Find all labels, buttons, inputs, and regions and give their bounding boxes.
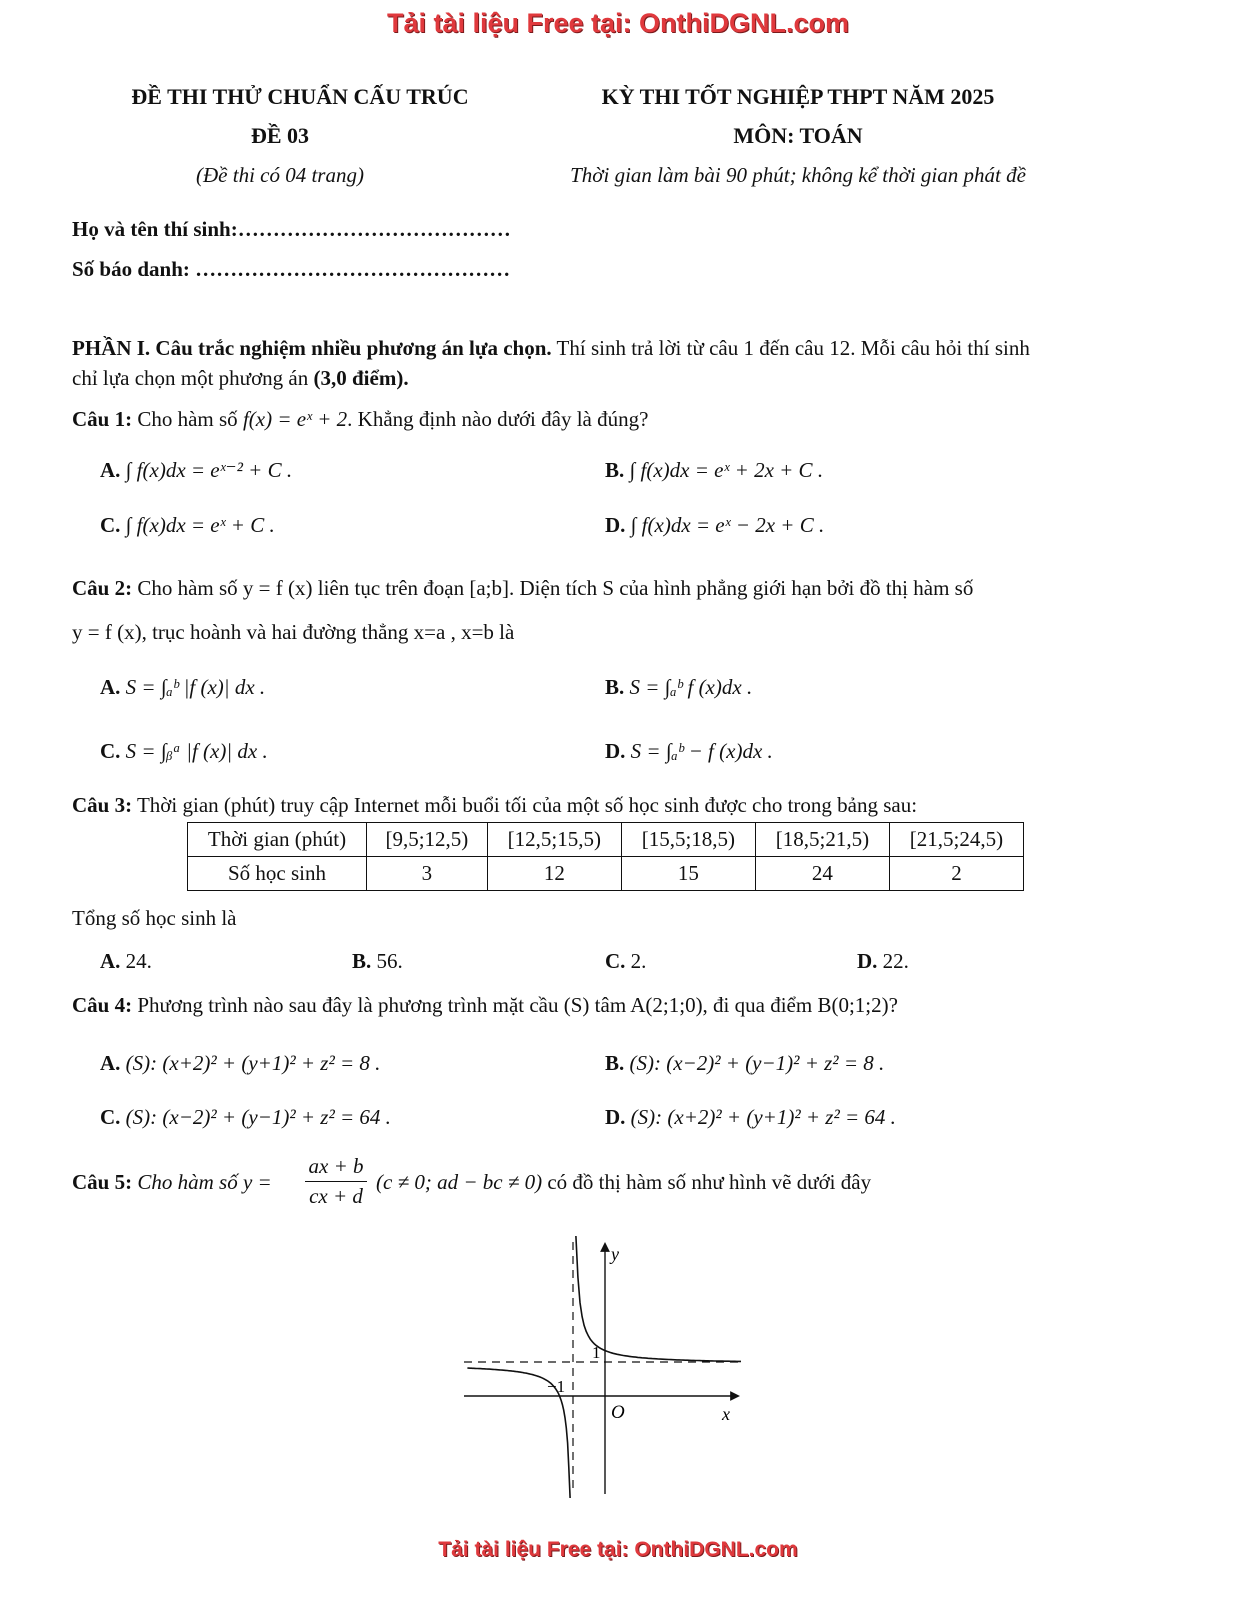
q5-numerator: ax + b [305, 1154, 367, 1182]
curve-right-branch [576, 1236, 741, 1361]
q1-text-a: Cho hàm số [132, 407, 243, 431]
q5-fraction [305, 1154, 367, 1209]
q3-option-c[interactable] [605, 949, 646, 974]
q3-option-b[interactable] [352, 949, 403, 974]
part1-title: PHẦN I. Câu trắc nghiệm nhiều phương án lựa chọn. [72, 336, 552, 360]
part1-desc: Thí sinh trả lời từ câu 1 đến câu 12. Mỗi câu hỏi thí sinh [551, 336, 1030, 360]
table-row [188, 823, 1024, 857]
table-header-label: Thời gian (phút) [188, 823, 367, 857]
option-key: D. [605, 513, 626, 537]
q5-lead [72, 1167, 272, 1197]
q5-label: Câu 5: [72, 1170, 133, 1194]
option-text: ∫ f(x)dx = eˣ − 2x + C . [630, 513, 825, 537]
q3-option-d[interactable] [857, 949, 909, 974]
option-key: A. [100, 675, 121, 699]
part1-points: (3,0 điểm). [313, 366, 409, 390]
question-1 [72, 404, 1162, 434]
q5-tail [376, 1167, 871, 1197]
table-cell: 2 [889, 857, 1023, 891]
q1-option-d[interactable] [605, 513, 824, 538]
exam-code: ĐỀ 03 [250, 123, 310, 148]
question-2 [72, 566, 1172, 654]
frequency-table [187, 822, 1024, 891]
q1-label: Câu 1: [72, 407, 133, 431]
q1-option-b[interactable] [605, 458, 823, 483]
option-key: B. [605, 458, 625, 482]
q2-line1: Cho hàm số y = f (x) liên tục trên đoạn [a;b]. Diện tích S của hình phẳng giới hạn bởi đồ thị hàm số [132, 576, 974, 600]
option-key: D. [605, 739, 626, 763]
option-key: B. [605, 1051, 625, 1075]
q3-question: Tổng số học sinh là [72, 906, 237, 930]
q2-option-c[interactable] [100, 739, 268, 764]
q4-label: Câu 4: [72, 993, 133, 1017]
table-cell: [12,5;15,5) [487, 823, 621, 857]
option-text: (S): (x−2)² + (y−1)² + z² = 64 . [125, 1105, 391, 1129]
option-text: (S): (x−2)² + (y−1)² + z² = 8 . [629, 1051, 885, 1075]
hyperbola-graph [440, 1232, 760, 1502]
q2-option-a[interactable] [100, 675, 265, 700]
q2-option-b[interactable] [605, 675, 752, 700]
table-row [188, 857, 1024, 891]
question-3 [72, 790, 1172, 820]
option-text: 22. [877, 949, 909, 973]
candidate-name-field: Họ và tên thí sinh:………………………………… [72, 217, 511, 241]
option-text: S = ∫ᵦᵃ |f (x)| dx . [125, 739, 268, 763]
option-text: S = ∫ₐᵇ |f (x)| dx . [125, 675, 266, 699]
table-cell: 24 [755, 857, 889, 891]
page-count-note: (Đề thi có 04 trang) [196, 163, 364, 187]
table-cell: [9,5;12,5) [367, 823, 488, 857]
q3-text: Thời gian (phút) truy cập Internet mỗi buổi tối của một số học sinh được cho trong bảng sau: [132, 793, 918, 817]
q4-option-c[interactable] [100, 1105, 391, 1130]
table-cell: [15,5;18,5) [621, 823, 755, 857]
option-key: A. [100, 458, 121, 482]
subject-title: MÔN: TOÁN [733, 123, 863, 148]
option-key: C. [100, 1105, 121, 1129]
q5-text-b: có đồ thị hàm số như hình vẽ dưới đây [542, 1170, 872, 1194]
option-key: A. [100, 1051, 121, 1075]
option-key: C. [605, 949, 626, 973]
question-4 [72, 990, 1172, 1020]
q1-text-b: . Khẳng định nào dưới đây là đúng? [347, 407, 649, 431]
q3-label: Câu 3: [72, 793, 133, 817]
q2-line2: y = f (x), trục hoành và hai đường thẳng x=a , x=b là [72, 620, 515, 644]
option-key: A. [100, 949, 121, 973]
q1-function: f(x) = eˣ + 2 [242, 407, 348, 431]
option-text: ∫ f(x)dx = eˣ⁻² + C . [125, 458, 293, 482]
origin-label: O [611, 1402, 625, 1423]
part1-intro [72, 333, 1162, 393]
option-text: 2. [625, 949, 647, 973]
time-note: Thời gian làm bài 90 phút; không kể thời gian phát đề [570, 163, 1026, 187]
q2-label: Câu 2: [72, 576, 133, 600]
q4-option-b[interactable] [605, 1051, 884, 1076]
q4-text: Phương trình nào sau đây là phương trình mặt cầu (S) tâm A(2;1;0), đi qua điểm B(0;1;2)? [132, 993, 898, 1017]
option-text: (S): (x+2)² + (y+1)² + z² = 64 . [630, 1105, 896, 1129]
part1-desc2: chỉ lựa chọn một phương án [72, 366, 314, 390]
option-text: ∫ f(x)dx = eˣ + C . [125, 513, 275, 537]
option-key: C. [100, 739, 121, 763]
option-key: B. [605, 675, 625, 699]
table-cell: [18,5;21,5) [755, 823, 889, 857]
q5-text-a: Cho hàm số y = [132, 1170, 272, 1194]
tick-label-one: 1 [592, 1343, 601, 1362]
option-key: D. [605, 1105, 626, 1129]
candidate-id-field: Số báo danh: ……………………………………… [72, 257, 511, 281]
q1-option-a[interactable] [100, 458, 292, 483]
top-banner: Tải tài liệu Free tại: OnthiDGNL.com [386, 8, 850, 38]
table-cell: 3 [367, 857, 488, 891]
q2-option-d[interactable] [605, 739, 773, 764]
q3-option-a[interactable] [100, 949, 152, 974]
option-text: S = ∫ₐᵇ f (x)dx . [629, 675, 753, 699]
x-axis-label: x [722, 1404, 730, 1424]
exam-name-title: KỲ THI TỐT NGHIỆP THPT NĂM 2025 [601, 84, 995, 109]
y-axis-label: y [611, 1244, 619, 1264]
exam-type-title: ĐỀ THI THỬ CHUẨN CẤU TRÚC [131, 84, 469, 109]
table-count-label: Số học sinh [188, 857, 367, 891]
table-cell: 15 [621, 857, 755, 891]
q4-option-d[interactable] [605, 1105, 896, 1130]
option-key: B. [352, 949, 372, 973]
q5-condition: (c ≠ 0; ad − bc ≠ 0) [376, 1170, 543, 1194]
q4-option-a[interactable] [100, 1051, 380, 1076]
tick-label-minus-one: −1 [547, 1377, 566, 1396]
option-key: C. [100, 513, 121, 537]
q5-denominator: cx + d [309, 1184, 363, 1208]
table-cell: 12 [487, 857, 621, 891]
option-text: 24. [120, 949, 152, 973]
q1-option-c[interactable] [100, 513, 275, 538]
option-text: S = ∫ₐᵇ − f (x)dx . [630, 739, 773, 763]
bottom-banner: Tải tài liệu Free tại: OnthiDGNL.com [438, 1538, 798, 1561]
option-key: D. [857, 949, 878, 973]
option-text: 56. [371, 949, 403, 973]
option-text: (S): (x+2)² + (y+1)² + z² = 8 . [125, 1051, 381, 1075]
option-text: ∫ f(x)dx = eˣ + 2x + C . [629, 458, 824, 482]
table-cell: [21,5;24,5) [889, 823, 1023, 857]
